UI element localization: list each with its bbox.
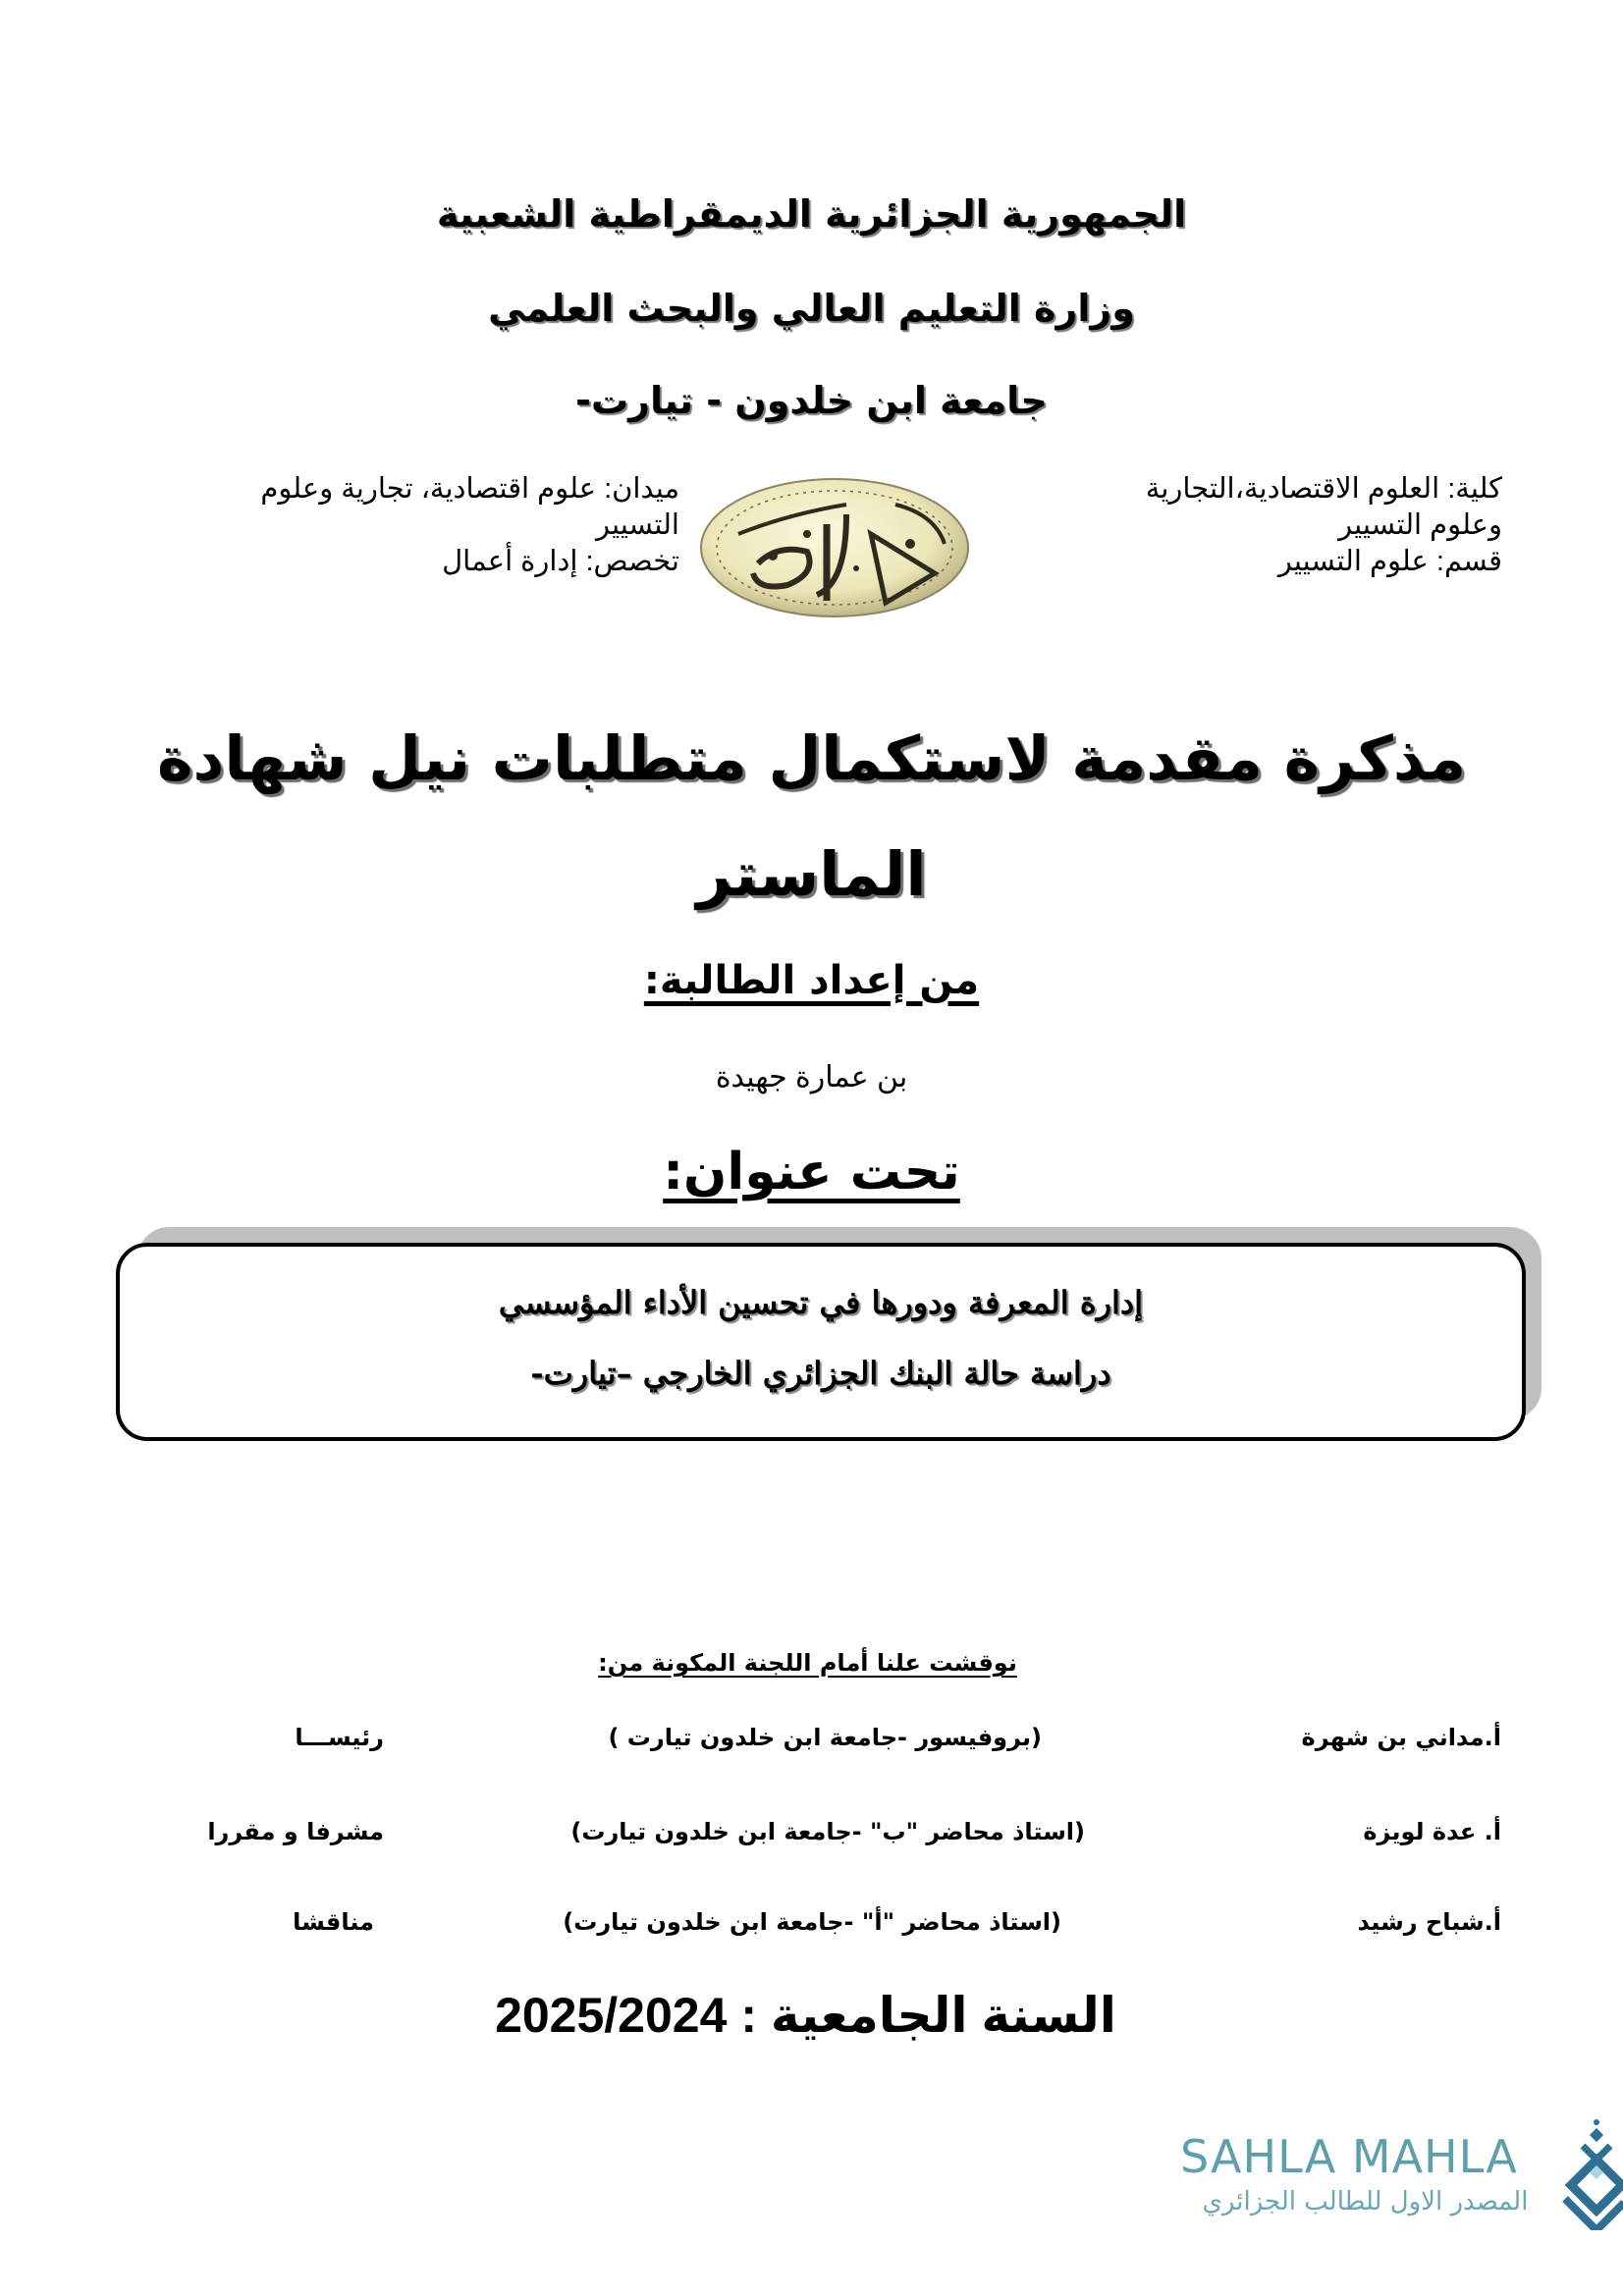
department-line: قسم: علوم التسيير <box>1277 546 1502 577</box>
watermark-tagline: المصدر الاول للطالب الجزائري <box>1202 2187 1529 2216</box>
prepared-by-label: من إعداد الطالبة: <box>643 958 980 1003</box>
field-line-2: التسيير <box>595 509 679 541</box>
main-title-line-2: الماستر <box>696 838 927 910</box>
thesis-title-box <box>116 1243 1526 1441</box>
member-role: مشرفا و مقررا <box>207 1818 384 1845</box>
university-heading: جامعة ابن خلدون - تيارت- <box>575 379 1048 422</box>
main-title-line-1: مذكرة مقدمة لاستكمال متطلبات نيل شهادة <box>156 722 1467 794</box>
academic-year-label: السنة الجامعية : <box>740 1988 1116 2043</box>
thesis-label-row <box>0 1143 1623 1201</box>
member-rank: (استاذ محاضر "ب" -جامعة ابن خلدون تيارت) <box>570 1818 1085 1845</box>
sahla-mahla-logo-icon <box>1561 2116 1623 2230</box>
faculty-info <box>992 471 1502 580</box>
sahla-mahla-watermark <box>1168 2109 1623 2236</box>
field-info <box>177 471 679 580</box>
republic-heading: الجمهورية الجزائرية الديمقراطية الشعبية <box>436 192 1187 236</box>
academic-year <box>0 1987 1617 2044</box>
prepared-by-row <box>0 958 1623 1003</box>
student-name: بن عمارة جهيدة <box>715 1061 908 1094</box>
committee-heading-row <box>0 1649 1619 1677</box>
specialty-line: تخصص: إدارة أعمال <box>442 546 679 577</box>
ministry-heading: وزارة التعليم العالي والبحث العلمي <box>488 287 1135 330</box>
academic-year-value: 2025/2024 <box>495 1988 728 2043</box>
faculty-line-2: وعلوم التسيير <box>1338 509 1502 541</box>
committee-heading: نوقشت علنا أمام اللجنة المكونة من: <box>598 1649 1017 1677</box>
member-role: رئيســـا <box>295 1724 384 1751</box>
member-name: أ. عدة لويزة <box>1363 1818 1501 1845</box>
member-name: أ.مداني بن شهرة <box>1301 1724 1501 1751</box>
thesis-title-line-1: إدارة المعرفة ودورها في تحسين الأداء المؤسسي <box>498 1284 1144 1321</box>
watermark-brand: SAHLA MAHLA <box>1180 2130 1518 2183</box>
thesis-title-line-2: دراسة حالة البنك الجزائري الخارجي –تيارت- <box>530 1355 1111 1392</box>
member-role: مناقشا <box>293 1908 374 1936</box>
university-seal-icon <box>699 475 970 620</box>
member-rank: (بروفيسور -جامعة ابن خلدون تيارت ) <box>608 1724 1042 1751</box>
member-rank: (استاذ محاضر "أ" -جامعة ابن خلدون تيارت) <box>563 1908 1061 1936</box>
field-line-1: ميدان: علوم اقتصادية، تجارية وعلوم <box>260 473 679 505</box>
faculty-line-1: كلية: العلوم الاقتصادية،التجارية <box>1145 473 1502 505</box>
thesis-label: تحت عنوان: <box>663 1143 960 1201</box>
member-name: أ.شباح رشيد <box>1357 1908 1501 1936</box>
